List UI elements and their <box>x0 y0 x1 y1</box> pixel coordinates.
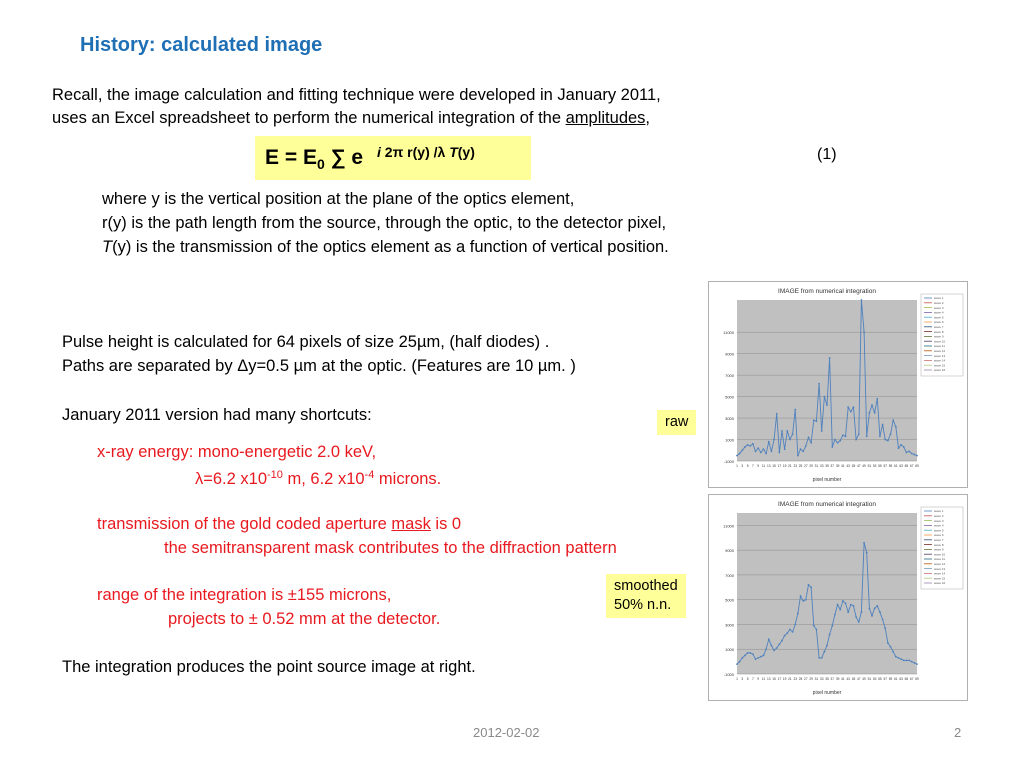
data-point <box>861 611 863 613</box>
data-point <box>911 453 913 455</box>
legend-entry: wave 9 <box>934 334 944 339</box>
data-point <box>858 433 860 435</box>
x-tick-label: 13 <box>766 677 771 681</box>
data-point <box>800 448 802 450</box>
x-tick-label: 67 <box>909 677 914 681</box>
data-point <box>765 453 767 455</box>
legend-entry: wave 2 <box>934 514 944 518</box>
legend-entry: wave 12 <box>934 562 946 566</box>
legend-entry: wave 10 <box>934 339 946 344</box>
smoothed-chart-svg <box>709 495 967 700</box>
data-point <box>863 331 865 333</box>
data-point <box>866 435 868 437</box>
legend-entry: wave 9 <box>934 547 944 552</box>
data-point <box>744 446 746 448</box>
x-tick-label: 9 <box>757 677 760 681</box>
data-point <box>747 444 749 446</box>
x-tick-label: 1 <box>736 464 738 468</box>
data-point <box>898 657 900 659</box>
data-point <box>805 599 807 601</box>
data-point <box>789 439 791 441</box>
x-tick-label: 21 <box>788 677 792 681</box>
data-point <box>792 631 794 633</box>
legend-entry: wave 6 <box>934 533 944 538</box>
x-tick-label: 63 <box>899 464 903 468</box>
data-point <box>739 661 741 663</box>
data-point <box>755 658 757 660</box>
data-point <box>884 627 886 629</box>
x-tick-label: 7 <box>751 677 754 681</box>
legend-entry: wave 5 <box>934 315 944 320</box>
x-tick-label: 45 <box>851 677 856 681</box>
data-point <box>763 655 765 657</box>
data-point <box>829 357 831 359</box>
x-tick-label: 25 <box>798 677 803 681</box>
legend-entry: wave 7 <box>934 325 944 329</box>
data-point <box>739 453 741 455</box>
data-point <box>823 396 825 398</box>
data-point <box>813 419 815 421</box>
data-point <box>757 447 759 449</box>
x-tick-label: 67 <box>909 464 914 468</box>
x-tick-label: 39 <box>835 677 840 681</box>
x-tick-label: 35 <box>825 677 829 681</box>
x-tick-label: 57 <box>883 677 888 681</box>
data-point <box>876 605 878 607</box>
x-tick-label: 3 <box>741 464 744 468</box>
data-point <box>834 439 836 441</box>
legend-entry: wave 3 <box>934 518 944 523</box>
x-tick-label: 47 <box>856 464 861 468</box>
data-point <box>845 603 847 605</box>
data-point <box>855 439 857 441</box>
wavelength-line: λ=6.2 $x10^{-10}$ m, 6.2 $x10^{-4}$ microns. <box>195 469 442 488</box>
data-point <box>800 595 802 597</box>
data-point <box>913 454 915 456</box>
data-point <box>781 640 783 642</box>
data-point <box>816 420 818 422</box>
data-point <box>908 659 910 661</box>
y-tick-label: 3000 <box>725 622 734 628</box>
legend-entry: wave 11 <box>934 344 945 349</box>
data-point <box>884 439 886 441</box>
x-tick-label: 13 <box>766 464 771 468</box>
x-tick-label: 29 <box>809 464 813 468</box>
legend-entry: wave 15 <box>934 576 946 581</box>
x-tick-label: 55 <box>878 464 882 468</box>
data-point <box>741 449 743 451</box>
x-tick-label: 3 <box>741 677 744 681</box>
legend-entry: wave 14 <box>934 571 946 576</box>
data-point <box>786 430 788 432</box>
legend-entry: wave 8 <box>934 329 944 334</box>
chart-title: IMAGE from numerical integration <box>778 501 876 508</box>
data-point <box>760 452 762 454</box>
data-point <box>765 648 767 650</box>
data-point <box>808 436 810 438</box>
x-tick-label: 33 <box>819 464 824 468</box>
data-point <box>903 659 905 661</box>
y-tick-label: 11000 <box>723 330 734 336</box>
x-tick-label: 11 <box>761 464 766 468</box>
data-point <box>810 442 812 444</box>
legend-entry: wave 7 <box>934 538 944 542</box>
data-point <box>797 455 799 457</box>
x-tick-label: 53 <box>872 464 877 468</box>
legend-entry: wave 5 <box>934 528 944 533</box>
data-point <box>895 656 897 658</box>
y-tick-label: 3000 <box>725 416 734 422</box>
legend-entry: wave 6 <box>934 320 944 325</box>
x-tick-label: 19 <box>782 677 787 681</box>
x-tick-label: 23 <box>793 464 798 468</box>
x-tick-label: 41 <box>841 464 845 468</box>
data-point <box>847 406 849 408</box>
data-point <box>763 448 765 450</box>
y-tick-label: 1000 <box>725 437 734 443</box>
data-point <box>797 612 799 614</box>
x-tick-label: 59 <box>888 464 893 468</box>
data-point <box>850 604 852 606</box>
x-tick-label: 53 <box>872 677 877 681</box>
x-tick-label: 51 <box>867 677 872 681</box>
y-tick-label: 7000 <box>725 572 734 578</box>
data-point <box>792 433 794 435</box>
data-point <box>821 430 823 432</box>
formula-main: $E = E_0$ ∑ e <box>265 146 364 172</box>
data-point <box>855 616 857 618</box>
data-point <box>736 663 738 665</box>
y-tick-label: 9000 <box>725 548 734 554</box>
data-point <box>810 586 812 588</box>
transmission-note: the semitransparent mask contributes to the diffraction pattern <box>164 539 617 557</box>
x-tick-label: 15 <box>772 464 776 468</box>
intro-line-1: Recall, the image calculation and fitting technique were developed in January 2011, <box>52 86 661 104</box>
raw-chart <box>708 281 968 488</box>
data-point <box>916 663 918 665</box>
formula-exponent: i 2π r(y) /λ T(y) <box>377 144 475 160</box>
x-tick-label: 41 <box>841 677 845 681</box>
data-point <box>853 605 855 607</box>
legend-entry: wave 8 <box>934 542 944 547</box>
data-point <box>834 614 836 616</box>
data-point <box>903 446 905 448</box>
pulse-line-1: Pulse height is calculated for 64 pixels of size 25µm, (half diodes) . <box>62 333 550 351</box>
x-tick-label: 37 <box>830 677 835 681</box>
x-tick-label: 5 <box>746 677 749 681</box>
data-point <box>839 440 841 442</box>
data-point <box>818 383 820 385</box>
data-point <box>826 404 828 406</box>
data-point <box>789 629 791 631</box>
data-point <box>808 584 810 586</box>
data-point <box>776 413 778 415</box>
y-tick-label: 11000 <box>723 523 734 529</box>
data-point <box>752 443 754 445</box>
y-tick-label: 9000 <box>725 351 734 357</box>
legend-entry: wave 16 <box>934 368 946 373</box>
data-point <box>898 447 900 449</box>
data-point <box>831 446 833 448</box>
data-point <box>868 607 870 609</box>
data-point <box>892 651 894 653</box>
legend-entry: wave 4 <box>934 310 944 315</box>
data-point <box>861 299 863 301</box>
y-tick-label: 5000 <box>725 394 734 400</box>
data-point <box>882 424 884 426</box>
range-line-2: projects to ± 0.52 mm at the detector. <box>168 610 441 628</box>
data-point <box>890 646 892 648</box>
legend-entry: wave 16 <box>934 581 946 586</box>
x-tick-label: 35 <box>825 464 829 468</box>
x-tick-label: 17 <box>777 464 782 468</box>
x-tick-label: 49 <box>862 464 866 468</box>
data-point <box>887 440 889 442</box>
x-tick-label: 61 <box>894 464 898 468</box>
x-tick-label: 27 <box>804 677 808 681</box>
legend-entry: wave 4 <box>934 523 944 528</box>
data-point <box>794 409 796 411</box>
data-point <box>876 398 878 400</box>
data-point <box>847 611 849 613</box>
data-point <box>850 411 852 413</box>
xray-energy-line: x-ray energy: mono-energetic 2.0 keV, <box>97 443 377 461</box>
data-point <box>752 653 754 655</box>
data-point <box>900 658 902 660</box>
data-point <box>784 448 786 450</box>
data-point <box>784 635 786 637</box>
x-tick-label: 65 <box>904 677 909 681</box>
data-point <box>839 609 841 611</box>
page-number: 2 <box>954 725 962 740</box>
x-tick-label: 11 <box>761 677 766 681</box>
x-tick-label: 59 <box>888 677 893 681</box>
x-tick-label: 9 <box>757 464 760 468</box>
chart-title: IMAGE from numerical integration <box>778 288 876 295</box>
legend-entry: wave 13 <box>934 353 946 358</box>
footer-date: 2012-02-02 <box>473 725 540 740</box>
legend-entry: wave 15 <box>934 363 946 368</box>
data-point <box>871 615 873 617</box>
data-point <box>747 652 749 654</box>
data-point <box>892 419 894 421</box>
x-tick-label: 31 <box>814 464 819 468</box>
data-point <box>794 624 796 626</box>
page-title: History: calculated image <box>80 34 323 56</box>
x-tick-label: 15 <box>772 677 776 681</box>
data-point <box>853 406 855 408</box>
x-tick-label: 25 <box>798 464 803 468</box>
data-point <box>773 439 775 441</box>
data-point <box>778 643 780 645</box>
data-point <box>755 450 757 452</box>
plot-area <box>737 300 917 461</box>
legend-entry: wave 12 <box>934 349 946 353</box>
x-tick-label: 47 <box>856 677 861 681</box>
data-point <box>760 656 762 658</box>
data-point <box>900 444 902 446</box>
x-tick-label: 33 <box>819 677 824 681</box>
data-point <box>773 650 775 652</box>
raw-tag: raw <box>657 410 696 435</box>
data-point <box>771 645 773 647</box>
data-point <box>741 657 743 659</box>
data-point <box>837 442 839 444</box>
y-tick-label: -1000 <box>723 459 734 464</box>
data-point <box>802 600 804 602</box>
x-tick-label: 55 <box>878 677 882 681</box>
data-point <box>778 452 780 454</box>
x-tick-label: 31 <box>814 677 819 681</box>
x-tick-label: 39 <box>835 464 840 468</box>
data-point <box>829 633 831 635</box>
x-tick-label: 61 <box>894 677 898 681</box>
legend-entry: wave 14 <box>934 358 946 363</box>
data-point <box>837 604 839 606</box>
where-line-3: T(y) is the transmission of the optics element as a function of vertical position. <box>102 238 669 256</box>
x-tick-label: 19 <box>782 464 787 468</box>
data-point <box>863 542 865 544</box>
x-tick-label: 43 <box>846 464 850 468</box>
data-point <box>866 552 868 554</box>
y-tick-label: 1000 <box>725 647 734 653</box>
data-point <box>871 404 873 406</box>
data-point <box>821 657 823 659</box>
formula-box <box>255 136 531 180</box>
data-point <box>768 638 770 640</box>
data-point <box>757 657 759 659</box>
x-tick-label: 21 <box>788 464 792 468</box>
data-point <box>776 647 778 649</box>
plot-area <box>737 513 917 674</box>
data-point <box>786 632 788 634</box>
x-tick-label: 43 <box>846 677 850 681</box>
x-tick-label: 7 <box>751 464 754 468</box>
data-point <box>874 607 876 609</box>
data-point <box>908 450 910 452</box>
data-point <box>879 611 881 613</box>
where-line-1: where y is the vertical position at the plane of the optics element, <box>102 190 575 208</box>
data-point <box>890 433 892 435</box>
x-tick-label: 63 <box>899 677 903 681</box>
legend-entry: wave 2 <box>934 301 944 305</box>
raw-chart-svg <box>709 282 967 487</box>
x-tick-label: 69 <box>915 464 919 468</box>
data-point <box>895 426 897 428</box>
data-point <box>845 435 847 437</box>
data-point <box>816 629 818 631</box>
x-tick-label: 65 <box>904 464 909 468</box>
data-point <box>805 445 807 447</box>
data-point <box>879 435 881 437</box>
data-point <box>906 659 908 661</box>
data-point <box>874 412 876 414</box>
data-point <box>916 455 918 457</box>
data-point <box>882 619 884 621</box>
y-tick-label: -1000 <box>723 672 734 677</box>
x-tick-label: 27 <box>804 464 808 468</box>
x-tick-label: 37 <box>830 464 835 468</box>
data-point <box>744 655 746 657</box>
data-point <box>842 600 844 602</box>
range-line-1: range of the integration is ±155 microns, <box>97 586 392 604</box>
data-point <box>823 651 825 653</box>
where-line-2: r(y) is the path length from the source, through the optic, to the detector pixel, <box>102 214 667 232</box>
mask-link[interactable]: mask <box>391 515 431 533</box>
pulse-line-2: Paths are separated by Δy=0.5 µm at the optic. (Features are 10 µm. ) <box>62 357 576 375</box>
smoothed-tag: smoothed 50% n.n. <box>606 574 686 618</box>
legend-entry: wave 1 <box>934 296 944 301</box>
conclusion-line: The integration produces the point source image at right. <box>62 658 476 676</box>
data-point <box>913 662 915 664</box>
data-point <box>736 455 738 457</box>
data-point <box>906 452 908 454</box>
smoothed-chart <box>708 494 968 701</box>
x-tick-label: 51 <box>867 464 872 468</box>
data-point <box>781 430 783 432</box>
pulse-line-3: January 2011 version had many shortcuts: <box>62 406 372 424</box>
y-tick-label: 5000 <box>725 597 734 603</box>
data-point <box>868 412 870 414</box>
amplitudes-link[interactable]: amplitudes <box>565 109 646 127</box>
data-point <box>911 661 913 663</box>
x-tick-label: 29 <box>809 677 813 681</box>
y-tick-label: 7000 <box>725 373 734 379</box>
data-point <box>771 450 773 452</box>
data-point <box>831 625 833 627</box>
data-point <box>768 441 770 443</box>
x-tick-label: 23 <box>793 677 798 681</box>
data-point <box>858 621 860 623</box>
intro-line-2: uses an Excel spreadsheet to perform the numerical integration of the amplitudes, <box>52 109 651 127</box>
x-tick-label: 45 <box>851 464 856 468</box>
data-point <box>802 450 804 452</box>
legend-entry: wave 3 <box>934 305 944 310</box>
data-point <box>842 434 844 436</box>
x-tick-label: 5 <box>746 464 749 468</box>
legend-entry: wave 1 <box>934 509 944 514</box>
x-axis-label: pixel number <box>812 690 842 696</box>
x-tick-label: 49 <box>862 677 866 681</box>
data-point <box>813 625 815 627</box>
legend-entry: wave 13 <box>934 566 946 571</box>
x-axis-label: pixel number <box>812 477 842 483</box>
legend-entry: wave 11 <box>934 557 945 562</box>
data-point <box>749 652 751 654</box>
legend-entry: wave 10 <box>934 552 946 557</box>
data-point <box>818 657 820 659</box>
x-tick-label: 1 <box>736 677 738 681</box>
x-tick-label: 57 <box>883 464 888 468</box>
equation-number: (1) <box>817 146 837 163</box>
transmission-line: transmission of the gold coded aperture mask is 0 <box>97 515 462 533</box>
data-point <box>887 642 889 644</box>
data-point <box>826 645 828 647</box>
x-tick-label: 69 <box>915 677 919 681</box>
x-tick-label: 17 <box>777 677 782 681</box>
data-point <box>749 445 751 447</box>
